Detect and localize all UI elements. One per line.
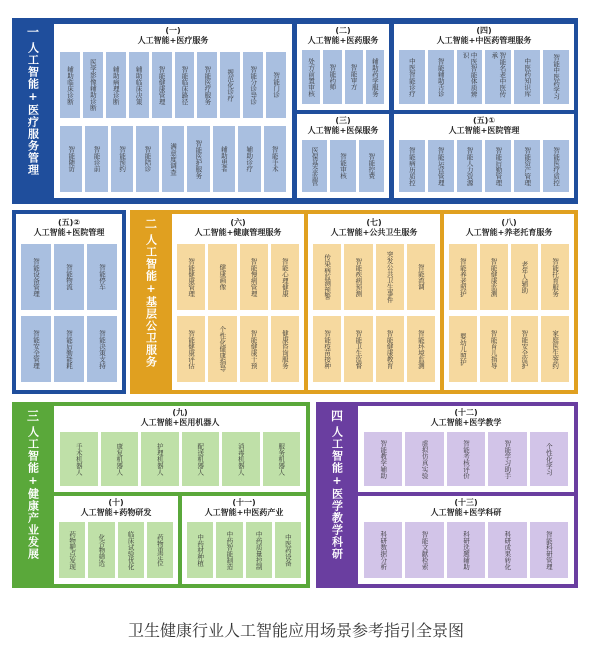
group-8-title: 人工智能+养老托育服务 [465, 228, 553, 237]
group-9-number: (九) [172, 408, 188, 417]
scenario-card: 临床试验优化 [118, 522, 144, 578]
group-tcm-industry [182, 496, 306, 584]
group-4-row [399, 50, 569, 104]
scenario-card: 智能控费 [359, 140, 384, 192]
scenario-card: 智能病历质控 [399, 140, 425, 192]
group-7-row-2 [313, 316, 435, 382]
scenario-card: 智能托育服务 [541, 244, 569, 310]
group-11-row [187, 522, 301, 578]
scenario-card: 中医智能体质辨识 [457, 50, 483, 104]
scenario-card: 辅助临床诊断 [60, 52, 80, 118]
scenario-card: 辅助药学服务 [366, 50, 384, 104]
scenario-card: 智能后勤管理 [485, 140, 511, 192]
region-health-industry-header [14, 410, 52, 582]
scenario-card: 智能心理健康 [271, 244, 299, 310]
scenario-card: 规范化诊疗 [220, 52, 240, 118]
group-7-number: (七) [366, 218, 382, 227]
scenario-card: 智能后勤能耗 [54, 316, 84, 382]
group-3-title: 人工智能+医保服务 [307, 126, 379, 135]
scenario-card: 智能门诊 [266, 52, 286, 118]
scenario-card: 中医药知识库 [514, 50, 540, 104]
scenario-card: 虚拟仿真实验 [405, 432, 443, 486]
scenario-card: 药物重定位 [147, 522, 173, 578]
group-medical-service [54, 24, 292, 198]
scenario-card: 智能慢病管理 [240, 244, 268, 310]
group-hospital-management-2 [16, 214, 122, 390]
region-4-title: 人工智能+医学教学科研 [330, 426, 344, 560]
scenario-card: 智能审方 [345, 50, 363, 104]
group-tcm-management [394, 24, 574, 110]
scenario-card: 医学影像辅助诊断 [83, 52, 103, 118]
group-6-title: 人工智能+健康管理服务 [194, 228, 282, 237]
scenario-card: 辅助诊疗 [238, 126, 260, 192]
scenario-card: 智能陪诊 [136, 126, 158, 192]
group-1-row-1 [60, 52, 286, 118]
group-13-number: (十三) [454, 498, 478, 507]
scenario-card: 智能安全监护 [511, 316, 539, 382]
scenario-card: 智能养老照护 [449, 244, 477, 310]
scenario-card: 智能手术 [264, 126, 286, 192]
scenario-card: 健康咨询服务 [271, 316, 299, 382]
group-12-row [364, 432, 568, 486]
scenario-card: 个性化健康指导 [208, 316, 236, 382]
group-public-health [308, 214, 440, 390]
scenario-card: 个性化学习 [530, 432, 568, 486]
scenario-card: 处方前置审核 [302, 50, 320, 104]
scenario-card: 智能流调 [407, 244, 435, 310]
scenario-card: 药物靶点发现 [59, 522, 85, 578]
group-8-number: (八) [501, 218, 517, 227]
scenario-card: 智能环境监测 [407, 316, 435, 382]
scenario-card: 消毒机器人 [222, 432, 260, 486]
scenario-card: 智能医疗质控 [543, 140, 569, 192]
scenario-card: 医保基金监管 [302, 140, 327, 192]
region-medical-education-research-header [318, 410, 356, 582]
scenario-card: 手术机器人 [60, 432, 98, 486]
group-hospital-management-1 [394, 114, 574, 198]
scenario-card: 智能临床路径 [175, 52, 195, 118]
region-3-number: 三 [26, 409, 39, 423]
region-1-number: 一 [26, 25, 39, 39]
scenario-card: 中药材种植 [187, 522, 213, 578]
scenario-card: 智能健康教育 [376, 316, 404, 382]
scenario-card: 智能健康监测 [480, 244, 508, 310]
group-medical-research [358, 496, 574, 584]
scenario-card: 智能安全管理 [21, 316, 51, 382]
group-pharmacy-service [297, 24, 389, 110]
scenario-card: 智能学习助手 [488, 432, 526, 486]
group-5b-row-2 [21, 316, 117, 382]
group-8-row-1 [449, 244, 569, 310]
group-1-title: 人工智能+医疗服务 [137, 36, 209, 45]
group-medical-robots [54, 406, 306, 492]
group-4-title: 人工智能+中医药管理服务 [436, 36, 532, 45]
scenario-card: 智能医疗服务 [197, 52, 217, 118]
group-drug-rd [54, 496, 178, 584]
scenario-card: 康复机器人 [101, 432, 139, 486]
scenario-card: 配送机器人 [182, 432, 220, 486]
scenario-card: 智能文献检索 [405, 522, 443, 578]
scenario-card: 智能诊前 [85, 126, 107, 192]
scenario-card: 辅助患者 [213, 126, 235, 192]
group-insurance-service [297, 114, 389, 198]
group-5a-row [399, 140, 569, 192]
group-1-row-2 [60, 126, 286, 192]
scenario-card: 智能医护服务 [187, 126, 209, 192]
scenario-card: 智能卫生监督 [344, 316, 372, 382]
scenario-card: 科研选题辅助 [447, 522, 485, 578]
group-11-title: 人工智能+中医药产业 [204, 508, 284, 517]
scenario-card: 智能育儿指导 [480, 316, 508, 382]
group-11-number: (十一) [232, 498, 256, 507]
group-1-number: (一) [165, 26, 181, 35]
group-2-row [302, 50, 384, 104]
region-primary-public-health-header [132, 218, 170, 388]
scenario-card: 化合物筛选 [88, 522, 114, 578]
group-health-management [172, 214, 304, 390]
group-2-number: (二) [335, 26, 351, 35]
scenario-card: 科研成果转化 [488, 522, 526, 578]
group-6-row-1 [177, 244, 299, 310]
group-medical-teaching [358, 406, 574, 492]
scenario-card: 辅助病理诊断 [106, 52, 126, 118]
group-10-number: (十) [108, 498, 124, 507]
group-2-title: 人工智能+医药服务 [307, 36, 379, 45]
scenario-card: 智能健康干预 [240, 316, 268, 382]
scenario-card: 服务机器人 [263, 432, 301, 486]
group-9-row [60, 432, 300, 486]
group-8-row-2 [449, 316, 569, 382]
scenario-card: 智能健康管理 [177, 244, 205, 310]
scenario-card: 智能分诊导诊 [243, 52, 263, 118]
scenario-card: 智能停车 [87, 244, 117, 310]
scenario-card: 突发公共卫生事件 [376, 244, 404, 310]
scenario-card: 护理机器人 [141, 432, 179, 486]
group-6-row-2 [177, 316, 299, 382]
region-1-title: 人工智能+医疗服务管理 [26, 42, 40, 176]
group-10-title: 人工智能+药物研发 [80, 508, 152, 517]
scenario-card: 家庭医生签约 [541, 316, 569, 382]
region-3-title: 人工智能+健康产业发展 [26, 426, 40, 560]
scenario-card: 科研数据分析 [364, 522, 402, 578]
scenario-card: 传染病监测预警 [313, 244, 341, 310]
scenario-card: 智能审核 [330, 140, 355, 192]
group-3-row [302, 140, 384, 192]
group-5a-title: 人工智能+医院管理 [448, 126, 520, 135]
scenario-card: 智能人力资源 [457, 140, 483, 192]
scenario-card: 智能健康评估 [177, 316, 205, 382]
scenario-card: 智能随访 [60, 126, 82, 192]
group-13-title: 人工智能+医学科研 [430, 508, 502, 517]
scenario-card: 辅助临床决策 [129, 52, 149, 118]
group-elderly-childcare [444, 214, 574, 390]
scenario-card: 智能物流 [54, 244, 84, 310]
group-10-row [59, 522, 173, 578]
scenario-card: 智能药师 [323, 50, 341, 104]
scenario-card: 智能预约 [111, 126, 133, 192]
scenario-card: 智能资产管理 [514, 140, 540, 192]
scenario-card: 中医智能诊疗 [399, 50, 425, 104]
scenario-card: 老年人辅助 [511, 244, 539, 310]
scenario-card: 智能运营管理 [428, 140, 454, 192]
scenario-card: 智能中医药学习 [543, 50, 569, 104]
region-medical-service-header [14, 26, 52, 196]
group-12-number: (十二) [454, 408, 478, 417]
region-4-number: 四 [330, 409, 343, 423]
scenario-card: 中医药设备 [275, 522, 301, 578]
group-7-row-1 [313, 244, 435, 310]
group-9-title: 人工智能+医用机器人 [140, 418, 220, 427]
group-12-title: 人工智能+医学教学 [430, 418, 502, 427]
scenario-card: 智能辅助舌诊 [428, 50, 454, 104]
group-4-number: (四) [476, 26, 492, 35]
scenario-card: 智能疾病预测 [344, 244, 372, 310]
scenario-card: 智能决策支持 [87, 316, 117, 382]
group-5b-title: 人工智能+医院管理 [33, 228, 105, 237]
scenario-card: 智能疫苗接种 [313, 316, 341, 382]
group-5b-row-1 [21, 244, 117, 310]
region-2-title: 人工智能+基层公卫服务 [144, 234, 158, 368]
group-6-number: (六) [230, 218, 246, 227]
scenario-card: 中药质量控制 [246, 522, 272, 578]
scenario-card: 智能健康管理 [152, 52, 172, 118]
scenario-card: 智能科研管理 [530, 522, 568, 578]
group-5a-number: (五)① [472, 116, 496, 125]
group-5b-number: (五)② [57, 218, 81, 227]
scenario-card: 满意度调查 [162, 126, 184, 192]
scenario-card: 中药智能制造 [216, 522, 242, 578]
scenario-card: 健康画像 [208, 244, 236, 310]
group-7-title: 人工智能+公共卫生服务 [330, 228, 418, 237]
group-13-row [364, 522, 568, 578]
scenario-card: 智能设备管理 [21, 244, 51, 310]
scenario-card: 智能教学辅助 [364, 432, 402, 486]
footer-title: 卫生健康行业人工智能应用场景参考指引全景图 [127, 621, 464, 640]
region-2-number: 二 [144, 217, 157, 231]
scenario-card: 智能名老中医传承 [485, 50, 511, 104]
scenario-card: 智能考核评价 [447, 432, 485, 486]
scenario-card: 婴幼儿照护 [449, 316, 477, 382]
group-3-number: (三) [335, 116, 351, 125]
